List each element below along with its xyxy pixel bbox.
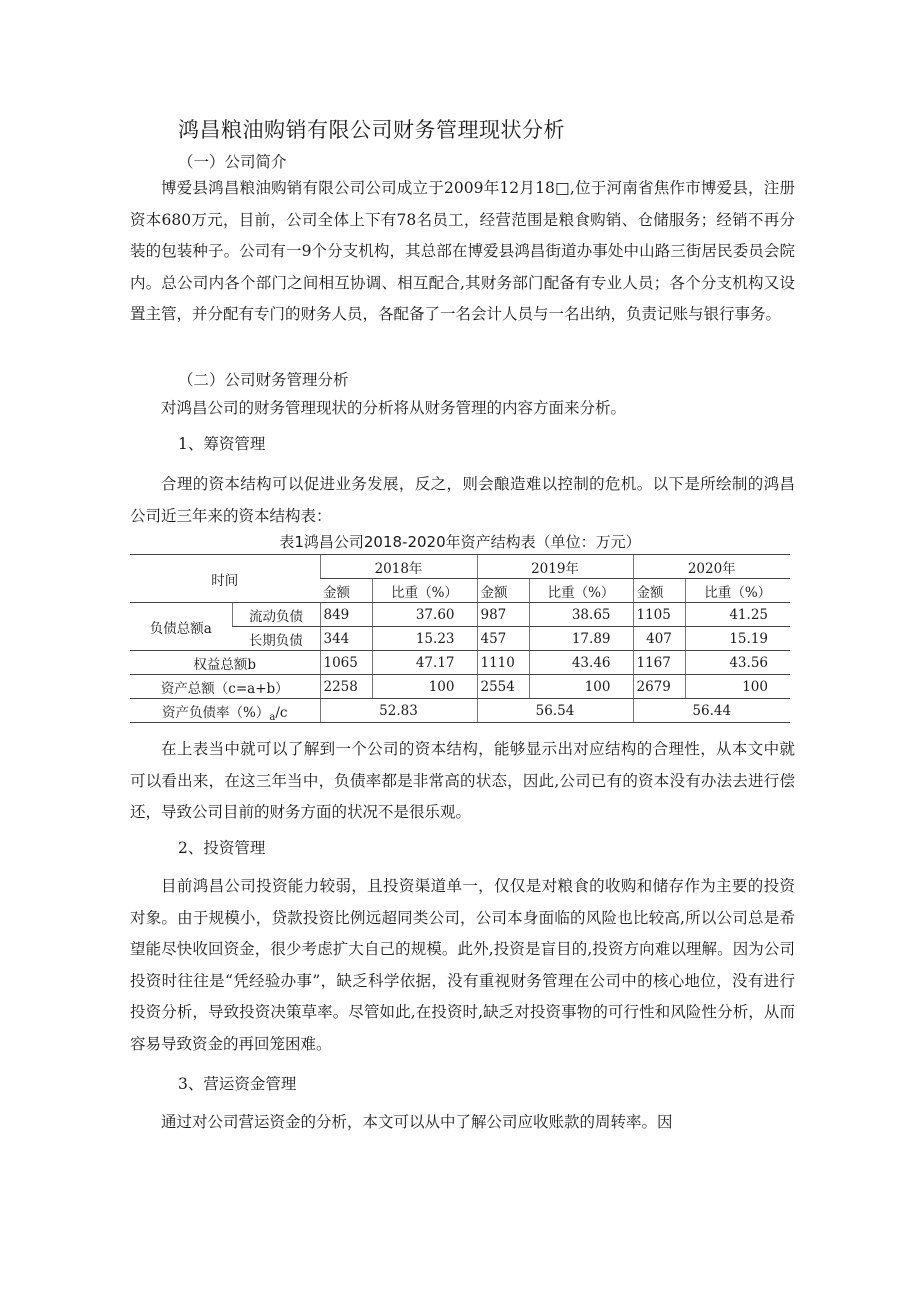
financial-analysis-intro: 对鸿昌公司的财务管理现状的分析将从财务管理的内容方面来分析。: [161, 399, 627, 417]
current-liabilities-label: 流动负债: [232, 603, 320, 627]
table-cell: 100: [685, 675, 790, 699]
table-row: [130, 699, 790, 723]
section-heading-financial-analysis: （二）公司财务管理分析: [178, 371, 349, 389]
table-row: [130, 555, 790, 579]
debt-ratio-tail: /c: [275, 704, 288, 721]
table-cell: 56.54: [477, 699, 633, 723]
liabilities-label: 负债总额a: [130, 603, 232, 651]
table-cell: 37.60: [372, 603, 477, 627]
table-cell: 2554: [477, 675, 529, 699]
table-cell: 1065: [320, 651, 372, 675]
subheading-working-capital: 3、营运资金管理: [178, 1075, 297, 1093]
document-title: 鸿昌粮油购销有限公司财务管理现状分析: [178, 118, 565, 142]
table-cell: 47.17: [372, 651, 477, 675]
section-heading-company-profile: （一）公司简介: [178, 153, 287, 171]
ratio-header: 比重（%）: [372, 579, 477, 603]
year-header: 2018年: [320, 555, 477, 579]
table-cell: 17.89: [529, 627, 633, 651]
table-caption: 表1鸿昌公司2018-2020年资产结构表（单位：万元）: [279, 533, 641, 551]
table-cell: 1105: [633, 603, 685, 627]
table-cell: 987: [477, 603, 529, 627]
time-header: 时间: [130, 555, 320, 603]
table-cell: 457: [477, 627, 529, 651]
table-cell: 100: [529, 675, 633, 699]
table-cell: 2679: [633, 675, 685, 699]
debt-ratio-label-text: 资产负债率（%）: [162, 704, 270, 721]
table-cell: 1110: [477, 651, 529, 675]
amount-header: 金额: [633, 579, 685, 603]
year-header: 2020年: [633, 555, 790, 579]
longterm-liabilities-label: 长期负债: [232, 627, 320, 651]
company-profile-paragraph: 博爱县鸿昌粮油购销有限公司公司成立于2009年12月18□,位于河南省焦作市博爱县，注册资本680万元，目前，公司全体上下有78名员工，经营范围是粮食购销、仓储服务；经销不再分装的包装种子。公司有一9个分支机构，其总部在博爱县鸿昌街道办事处中山路三街居民委员会院内。总公司内各个部门之间相互协调、相互配合,其财务部门配备有专业人员；各个分支机构又设置主管，并分配有专门的财务人员，各配备了一名会计人员与一名出纳，负责记账与银行事务。: [130, 179, 795, 323]
debt-ratio-label: [130, 699, 320, 723]
capital-structure-table: [130, 554, 790, 723]
table-cell: 43.46: [529, 651, 633, 675]
table-cell: 407: [633, 627, 685, 651]
table-cell: 56.44: [633, 699, 790, 723]
table-cell: 100: [372, 675, 477, 699]
ratio-header: 比重（%）: [529, 579, 633, 603]
table-cell: 849: [320, 603, 372, 627]
table-cell: 15.19: [685, 627, 790, 651]
subheading-financing: 1、筹资管理: [178, 435, 266, 453]
table-row: [130, 603, 790, 627]
subheading-investment: 2、投资管理: [178, 839, 266, 857]
debt-ratio-subscript: a: [269, 711, 276, 723]
table-cell: 41.25: [685, 603, 790, 627]
table-cell: 344: [320, 627, 372, 651]
ratio-header: 比重（%）: [685, 579, 790, 603]
table-cell: 2258: [320, 675, 372, 699]
amount-header: 金额: [320, 579, 372, 603]
year-header: 2019年: [477, 555, 633, 579]
table-row: [130, 651, 790, 675]
table-cell: 15.23: [372, 627, 477, 651]
after-table-paragraph: 在上表当中就可以了解到一个公司的资本结构，能够显示出对应结构的合理性，从本文中就可以看出来，在这三年当中，负债率都是非常高的状态，因此,公司已有的资本没有办法去进行偿还，导致公司目前的财务方面的状况不是很乐观。: [130, 740, 795, 821]
table-cell: 38.65: [529, 603, 633, 627]
table-cell: 52.83: [320, 699, 477, 723]
equity-label: 权益总额b: [130, 651, 320, 675]
assets-label: 资产总额（c=a+b）: [130, 675, 320, 699]
amount-header: 金额: [477, 579, 529, 603]
table-cell: 43.56: [685, 651, 790, 675]
table-row: [130, 675, 790, 699]
financing-paragraph: 合理的资本结构可以促进业务发展，反之，则会酿造难以控制的危机。以下是所绘制的鸿昌公司近三年来的资本结构表：: [130, 475, 795, 525]
table-cell: 1167: [633, 651, 685, 675]
investment-paragraph: 目前鸿昌公司投资能力较弱，且投资渠道单一，仅仅是对粮食的收购和储存作为主要的投资对象。由于规模小，贷款投资比例远超同类公司，公司本身面临的风险也比较高,所以公司总是希望能尽快收回资金，很少考虑扩大自己的规模。此外,投资是盲目的,投资方向难以理解。因为公司投资时往往是“凭经验办事”，缺乏科学依据，没有重视财务管理在公司中的核心地位，没有进行投资分析，导致投资决策草率。尽管如此,在投资时,缺乏对投资事物的可行性和风险性分析，从而容易导致资金的再回笼困难。: [130, 877, 795, 1053]
working-capital-paragraph: 通过对公司营运资金的分析，本文可以从中了解公司应收账款的周转率。因: [161, 1113, 673, 1131]
